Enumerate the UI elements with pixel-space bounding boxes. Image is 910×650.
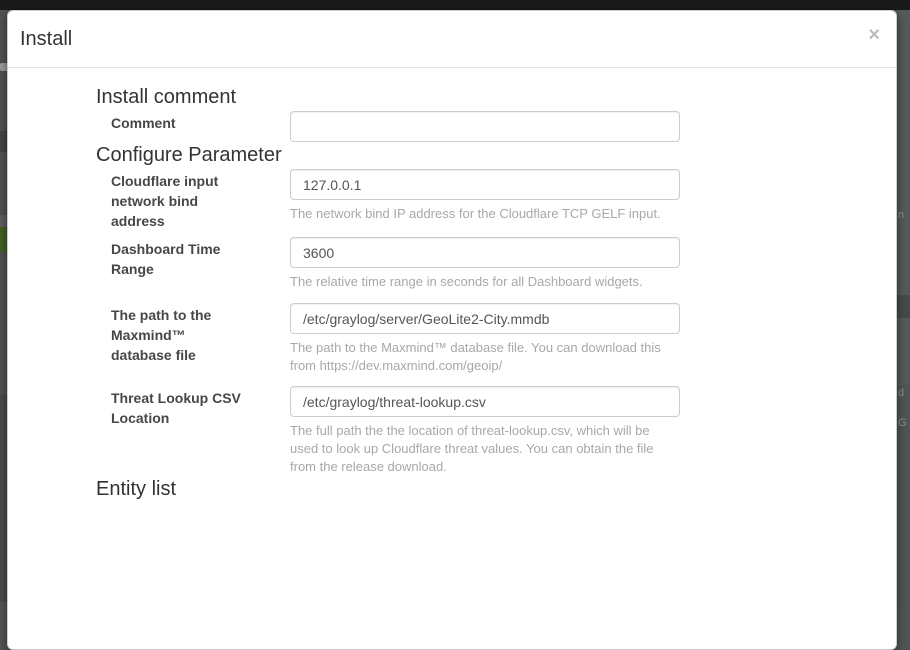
- dashboard-time-range-input[interactable]: [290, 237, 680, 268]
- bind-address-help: The network bind IP address for the Cloudflare TCP GELF input.: [290, 206, 661, 221]
- threat-lookup-help: The full path the the location of threat-lookup.csv, which will be used to look up Cloudflare threat values. You can obtain the file from the release download.: [290, 423, 654, 474]
- comment-label: Comment: [111, 115, 176, 131]
- maxmind-path-help: The path to the Maxmind™ database file. You can download this from https://dev.maxmind.com/geoip/: [290, 340, 661, 373]
- modal-header: [8, 11, 896, 68]
- entity-list-heading: Entity list: [96, 478, 177, 500]
- close-icon[interactable]: ×: [868, 24, 880, 46]
- occluded-row-fragment: [897, 295, 910, 318]
- dashboard-time-range-help: The relative time range in seconds for all Dashboard widgets.: [290, 274, 643, 289]
- bind-address-row: [111, 169, 856, 231]
- occluded-navbar: [0, 0, 910, 10]
- bind-address-input[interactable]: [290, 169, 680, 200]
- maxmind-path-label: The path to the Maxmind™ database file: [111, 307, 212, 363]
- comment-row: [111, 111, 856, 142]
- occluded-green-badge-fragment: [0, 227, 7, 252]
- bind-address-label: Cloudflare input network bind address: [111, 173, 219, 229]
- threat-lookup-row: [111, 386, 856, 476]
- dashboard-time-range-label: Dashboard Time Range: [111, 241, 221, 277]
- occluded-page-right-edge: [897, 10, 910, 602]
- occluded-text-fragment: d: [898, 387, 905, 399]
- threat-lookup-label: Threat Lookup CSV Location: [111, 390, 241, 426]
- occluded-row-fragment: [0, 131, 7, 152]
- modal-body: [8, 68, 896, 543]
- occluded-text-fragment: n: [898, 209, 905, 221]
- maxmind-path-row: [111, 303, 856, 375]
- install-modal: [7, 10, 897, 650]
- install-comment-heading: Install comment: [96, 86, 237, 108]
- occluded-text-fragment: G: [898, 417, 907, 429]
- threat-lookup-input[interactable]: [290, 386, 680, 417]
- maxmind-path-input[interactable]: [290, 303, 680, 334]
- occluded-page-left-edge: [0, 10, 7, 602]
- modal-title: Install: [20, 27, 73, 50]
- comment-input[interactable]: [290, 111, 680, 142]
- dashboard-time-range-row: [111, 237, 856, 291]
- occluded-panel-fragment: [0, 63, 7, 71]
- configure-parameter-heading: Configure Parameter: [96, 144, 282, 166]
- occluded-row-fragment: [0, 395, 7, 602]
